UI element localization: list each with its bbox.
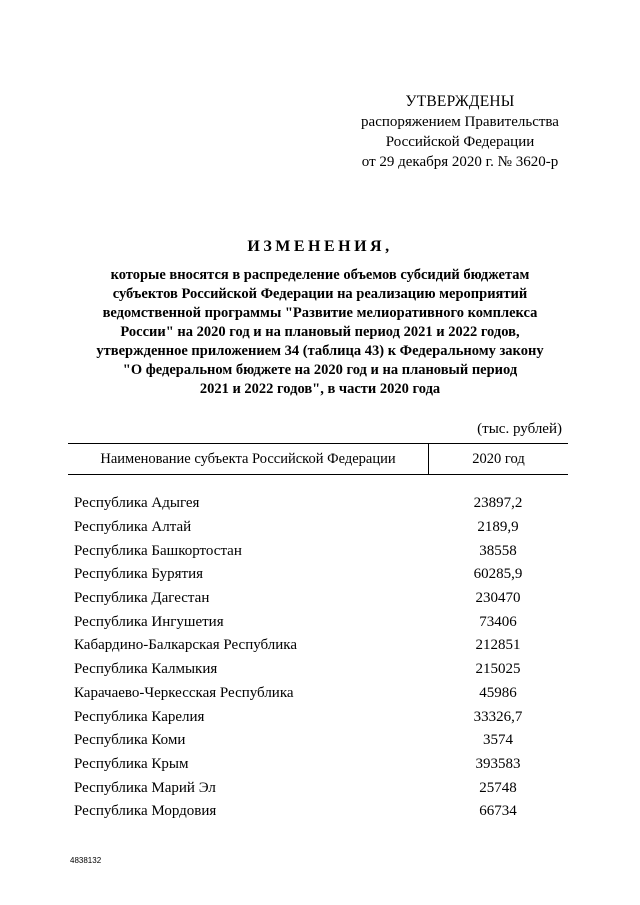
region-name: Республика Дагестан — [74, 590, 210, 607]
region-name: Республика Коми — [74, 732, 186, 749]
table-row — [68, 682, 568, 706]
units-label: (тыс. рублей) — [477, 421, 562, 437]
table-row — [68, 729, 568, 753]
region-name: Республика Адыгея — [74, 495, 200, 512]
subsidy-value: 3574 — [483, 732, 513, 749]
subsidy-value: 23897,2 — [473, 495, 523, 512]
region-name: Республика Мордовия — [74, 803, 217, 820]
table-row — [68, 753, 568, 777]
subsidy-value: 212851 — [475, 637, 521, 654]
subsidy-value: 45986 — [479, 684, 517, 701]
table-row — [68, 634, 568, 658]
region-name: Республика Марий Эл — [74, 779, 216, 796]
subtitle-line: 2021 и 2022 годов", в части 2020 года — [199, 381, 441, 397]
subsidy-table — [68, 443, 568, 824]
approval-line: Российской Федерации — [385, 134, 535, 150]
table-row — [68, 563, 568, 587]
region-name: Республика Бурятия — [74, 566, 204, 583]
table-row — [68, 705, 568, 729]
approval-line: распоряжением Правительства — [361, 114, 559, 130]
subsidy-value: 38558 — [479, 542, 517, 559]
subsidy-value: 215025 — [475, 661, 521, 678]
region-name: Республика Башкортостан — [74, 542, 242, 559]
table-header — [68, 443, 568, 475]
subtitle-line: "О федеральном бюджете на 2020 год и на плановый период — [122, 362, 518, 378]
region-name: Кабардино-Балкарская Республика — [74, 637, 298, 654]
approval-heading: УТВЕРЖДЕНЫ — [405, 93, 515, 110]
column-header-name: Наименование субъекта Российской Федерации — [68, 444, 429, 474]
table-row — [68, 800, 568, 824]
region-name: Республика Калмыкия — [74, 661, 218, 678]
document-title — [60, 238, 580, 399]
table-body — [68, 492, 568, 824]
subsidy-value: 393583 — [475, 755, 521, 772]
title-subtitle — [60, 266, 580, 399]
subtitle-line: субъектов Российской Федерации на реализацию мероприятий — [112, 286, 528, 302]
table-row — [68, 492, 568, 516]
approval-block — [320, 92, 600, 172]
subsidy-value: 230470 — [475, 590, 521, 607]
subtitle-line: которые вносятся в распределение объемов субсидий бюджетам — [110, 267, 530, 283]
region-name: Республика Алтай — [74, 519, 192, 536]
approval-line: от 29 декабря 2020 г. № 3620-р — [361, 154, 559, 170]
table-row — [68, 516, 568, 540]
region-name: Республика Крым — [74, 755, 189, 772]
table-row — [68, 539, 568, 563]
subtitle-line: России" на 2020 год и на плановый период 2021 и 2022 годов, — [120, 324, 520, 340]
subsidy-value: 2189,9 — [477, 519, 519, 536]
title-heading: ИЗМЕНЕНИЯ, — [247, 238, 393, 255]
subsidy-value: 66734 — [479, 803, 517, 820]
table-row — [68, 776, 568, 800]
subsidy-value: 60285,9 — [473, 566, 523, 583]
table-row — [68, 658, 568, 682]
region-name: Республика Ингушетия — [74, 613, 224, 630]
column-header-year: 2020 год — [472, 450, 525, 467]
subsidy-value: 73406 — [479, 613, 517, 630]
table-row — [68, 587, 568, 611]
subsidy-value: 33326,7 — [473, 708, 523, 725]
subtitle-line: ведомственной программы "Развитие мелиоративного комплекса — [102, 305, 538, 321]
subsidy-value: 25748 — [479, 779, 517, 796]
document-code: 4838132 — [70, 856, 102, 865]
region-name: Республика Карелия — [74, 708, 205, 725]
region-name: Карачаево-Черкесская Республика — [74, 684, 294, 701]
subtitle-line: утвержденное приложением 34 (таблица 43) к Федеральному закону — [96, 343, 544, 359]
table-row — [68, 610, 568, 634]
